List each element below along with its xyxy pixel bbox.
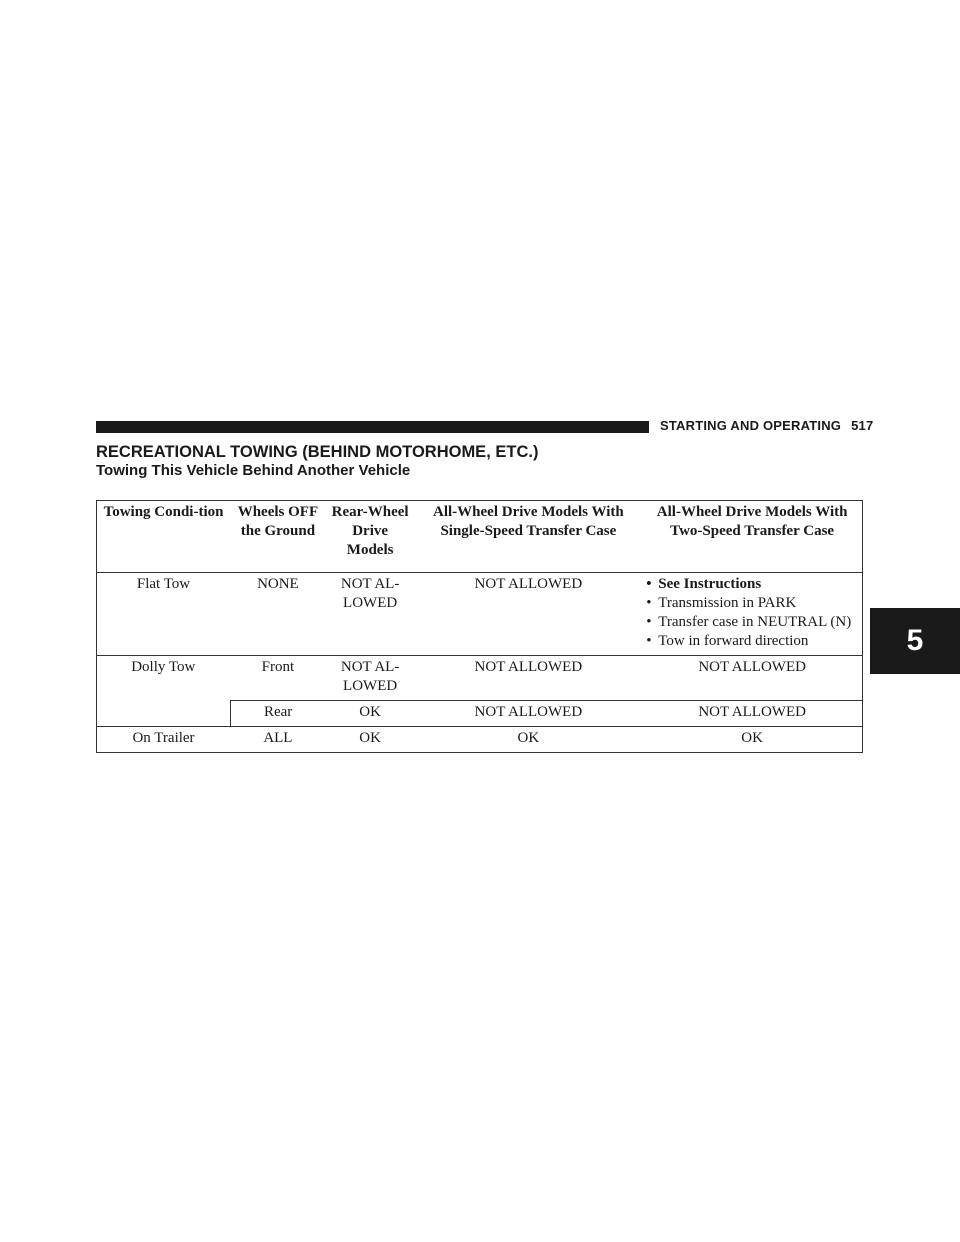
chapter-tab: 5 [870, 608, 960, 674]
col-header-rwd: Rear-Wheel Drive Models [326, 501, 415, 573]
cell-rwd: OK [326, 727, 415, 753]
table-row-flat-tow [97, 573, 863, 656]
cell-awd-two: NOT ALLOWED [642, 656, 862, 701]
running-header [660, 418, 873, 433]
cell-condition: On Trailer [97, 727, 231, 753]
header-rule [96, 421, 649, 433]
list-item: • Transfer case in NEUTRAL (N) [646, 613, 858, 632]
col-header-condition: Towing Condi-tion [97, 501, 231, 573]
cell-wheels-off: NONE [230, 573, 326, 656]
col-header-awd-two: All-Wheel Drive Models With Two-Speed Transfer Case [642, 501, 862, 573]
cell-wheels-off: Rear [230, 701, 326, 727]
cell-awd-two [642, 573, 862, 656]
towing-table [96, 500, 863, 753]
cell-condition: Flat Tow [97, 573, 231, 656]
cell-awd-two: OK [642, 727, 862, 753]
page-number: 517 [851, 418, 874, 433]
list-item: • Tow in forward direction [646, 632, 858, 651]
list-item: • Transmission in PARK [646, 594, 858, 613]
cell-wheels-off: ALL [230, 727, 326, 753]
cell-awd-single: NOT ALLOWED [414, 656, 642, 701]
table-row-on-trailer [97, 727, 863, 753]
cell-awd-single: NOT ALLOWED [414, 701, 642, 727]
cell-condition: Dolly Tow [97, 656, 231, 727]
cell-awd-single: OK [414, 727, 642, 753]
header-section: STARTING AND OPERATING [660, 418, 842, 433]
cell-wheels-off: Front [230, 656, 326, 701]
cell-awd-two: NOT ALLOWED [642, 701, 862, 727]
cell-rwd: OK [326, 701, 415, 727]
cell-rwd: NOT AL-LOWED [326, 573, 415, 656]
sub-title: Towing This Vehicle Behind Another Vehicle [96, 462, 411, 479]
table-row-dolly-front [97, 656, 863, 701]
table-header-row [97, 501, 863, 573]
section-title: RECREATIONAL TOWING (BEHIND MOTORHOME, ETC.) [96, 443, 539, 461]
col-header-awd-single: All-Wheel Drive Models With Single-Speed Transfer Case [414, 501, 642, 573]
list-item: • See Instructions [646, 575, 858, 594]
cell-rwd: NOT AL-LOWED [326, 656, 415, 701]
cell-awd-single: NOT ALLOWED [414, 573, 642, 656]
col-header-wheels-off: Wheels OFF the Ground [230, 501, 326, 573]
instruction-list [646, 575, 858, 651]
